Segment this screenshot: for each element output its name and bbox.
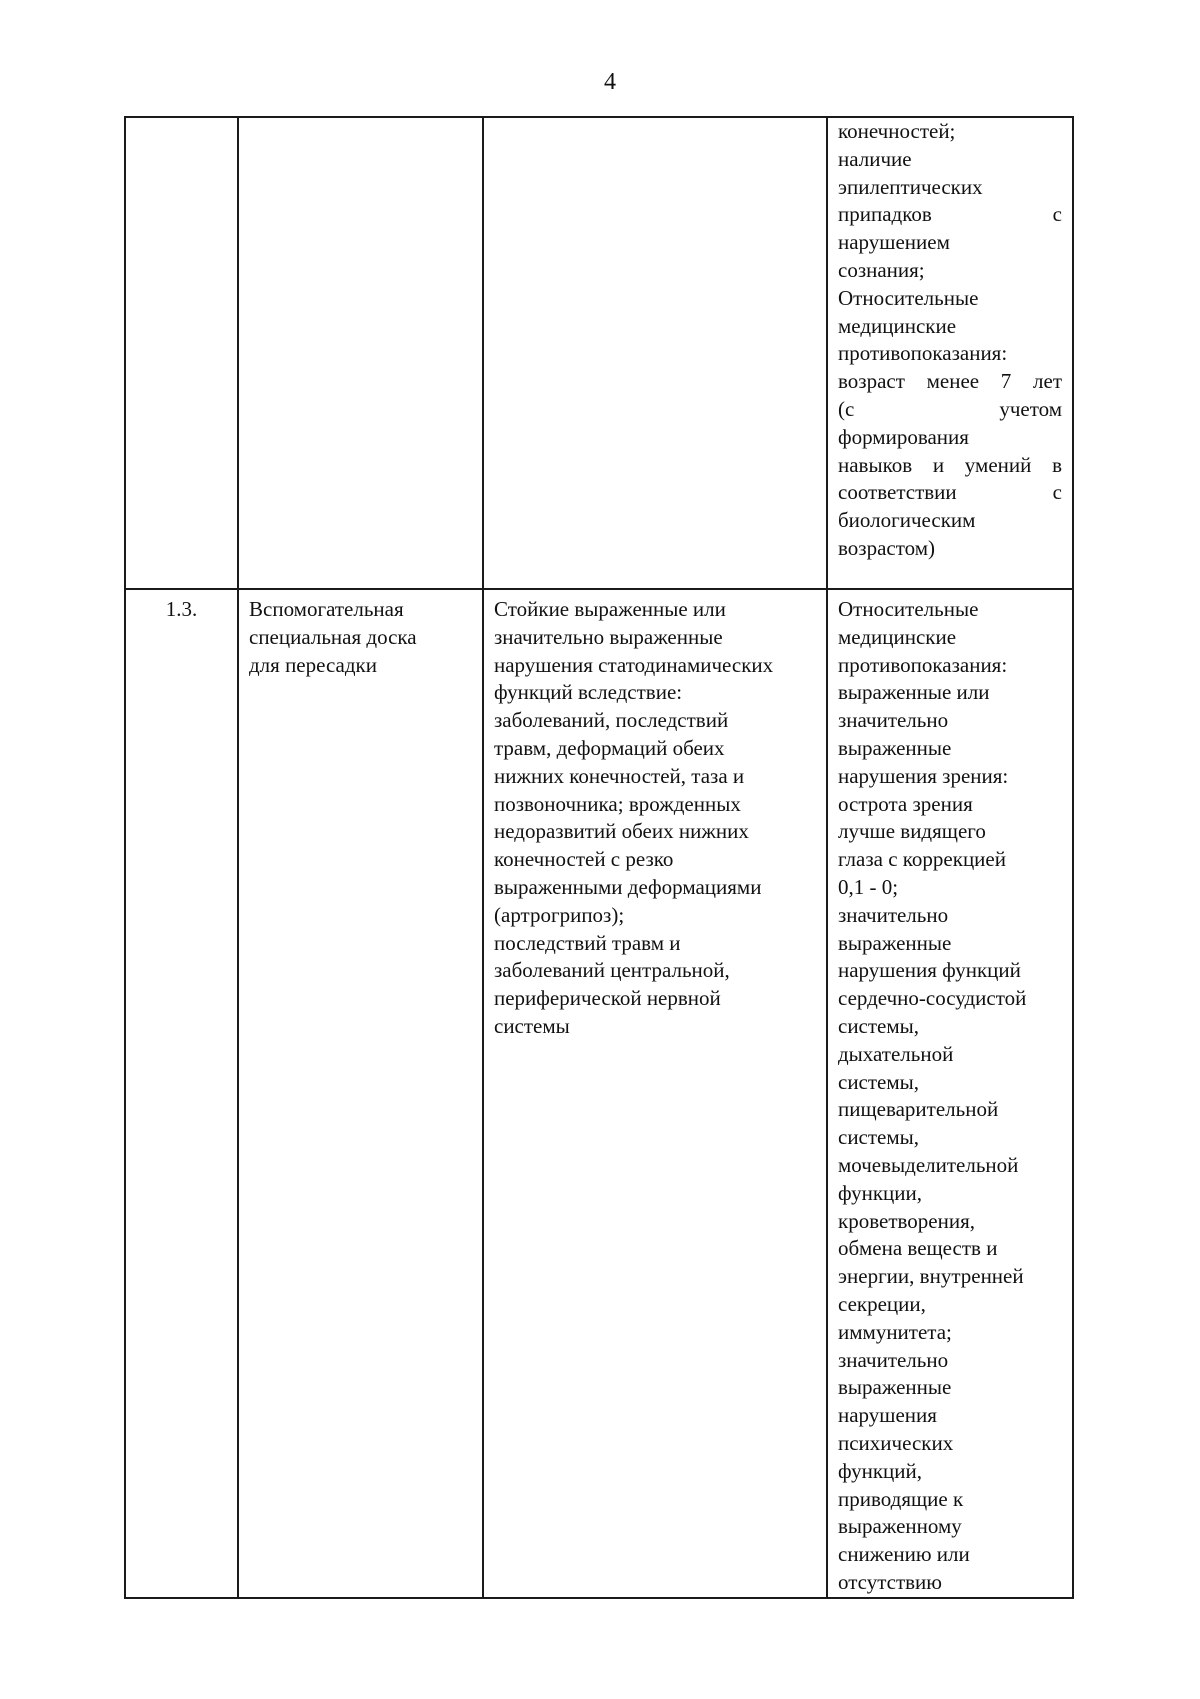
row-number-cell: [125, 117, 238, 589]
text-line: противопоказания:: [838, 652, 1008, 677]
text-line: последствий травм и: [494, 930, 681, 955]
text-line: конечностей;: [838, 119, 956, 143]
text-line: функций вследствие:: [494, 680, 683, 705]
text-line: системы,: [838, 1069, 920, 1094]
row-number-cell: 1.3.: [125, 589, 238, 1598]
page-number: 4: [604, 69, 616, 95]
text-line: нарушением: [838, 230, 950, 255]
text-line: заболеваний, последствий: [494, 708, 729, 733]
text-line: выраженные: [838, 735, 952, 760]
text-line: эпилептических: [838, 174, 983, 199]
text-line: значительно выраженные: [494, 624, 723, 649]
text-line: системы,: [838, 1013, 920, 1038]
text-line: обмена веществ и: [838, 1236, 998, 1261]
text-line: значительно: [838, 1347, 949, 1372]
text-line: снижению или: [838, 1542, 970, 1567]
indications-cell: [483, 117, 827, 589]
contraindications-text: [838, 596, 1062, 1597]
text-line: секреции,: [838, 1291, 926, 1316]
text-line: (артрогрипоз);: [494, 902, 625, 927]
contraindications-cell: [827, 117, 1073, 589]
table-row-item-1-3: [125, 589, 1073, 1598]
item-name-text: [249, 596, 474, 679]
text-line: функции,: [838, 1180, 922, 1205]
text-line: выраженными деформациями: [494, 874, 762, 899]
text-line: значительно: [838, 902, 949, 927]
text-line: значительно: [838, 708, 949, 733]
text-line: приводящие к: [838, 1486, 964, 1511]
text-line: соответствии с: [838, 480, 1062, 505]
indications-text: [494, 596, 818, 1041]
text-line: формирования: [838, 424, 969, 449]
text-line: психических: [838, 1430, 954, 1455]
text-line: конечностей с резко: [494, 847, 674, 872]
text-line: выраженные: [838, 930, 952, 955]
text-line: пищеварительной: [838, 1097, 999, 1122]
text-line: острота зрения: [838, 791, 973, 816]
text-line: иммунитета;: [838, 1319, 952, 1344]
text-line: Относительные: [838, 285, 979, 310]
text-line: системы,: [838, 1125, 920, 1150]
text-line: глаза с коррекцией: [838, 847, 1006, 872]
text-line: нарушения статодинамических: [494, 652, 774, 677]
text-line: для пересадки: [249, 652, 377, 677]
text-line: 0,1 - 0;: [838, 874, 899, 899]
text-line: медицинские: [838, 313, 957, 338]
text-line: наличие: [838, 146, 912, 171]
text-line: специальная доска: [249, 624, 417, 649]
text-line: заболеваний центральной,: [494, 958, 730, 983]
text-line: выраженные: [838, 1375, 952, 1400]
text-line: кроветворения,: [838, 1208, 975, 1233]
item-name-cell: [238, 117, 483, 589]
text-line: выраженному: [838, 1514, 962, 1539]
text-line: нарушения зрения:: [838, 763, 1009, 788]
text-line: (с учетом: [838, 396, 1062, 421]
text-line: нарушения функций: [838, 958, 1021, 983]
text-line: нарушения: [838, 1403, 937, 1428]
text-line: травм, деформаций обеих: [494, 735, 725, 760]
text-line: медицинские: [838, 624, 957, 649]
text-line: Вспомогательная: [249, 597, 404, 621]
text-line: Относительные: [838, 597, 979, 621]
contraindications-text: [838, 118, 1062, 563]
text-line: мочевыделительной: [838, 1152, 1019, 1177]
text-line: выраженные или: [838, 680, 990, 705]
text-line: возраст менее 7 лет: [838, 369, 1062, 394]
text-line: функций,: [838, 1458, 922, 1483]
text-line: навыков и умений в: [838, 452, 1062, 477]
text-line: сердечно-сосудистой: [838, 986, 1027, 1011]
text-line: дыхательной: [838, 1041, 954, 1066]
document-table: [124, 116, 1074, 1599]
text-line: позвоночника; врожденных: [494, 791, 741, 816]
text-line: лучше видящего: [838, 819, 986, 844]
text-line: энергии, внутренней: [838, 1264, 1024, 1289]
text-line: недоразвитий обеих нижних: [494, 819, 749, 844]
text-line: припадков с: [838, 202, 1062, 227]
text-line: биологическим: [838, 508, 976, 533]
text-line: возрастом): [838, 535, 935, 560]
table-row-continuation: [125, 117, 1073, 589]
indications-cell: [483, 589, 827, 1598]
contraindications-cell: [827, 589, 1073, 1598]
text-line: периферической нервной: [494, 986, 721, 1011]
item-name-cell: [238, 589, 483, 1598]
text-line: противопоказания:: [838, 341, 1008, 366]
text-line: сознания;: [838, 257, 925, 282]
text-line: Стойкие выраженные или: [494, 597, 726, 621]
text-line: нижних конечностей, таза и: [494, 763, 745, 788]
text-line: отсутствию: [838, 1569, 942, 1594]
text-line: системы: [494, 1013, 570, 1038]
